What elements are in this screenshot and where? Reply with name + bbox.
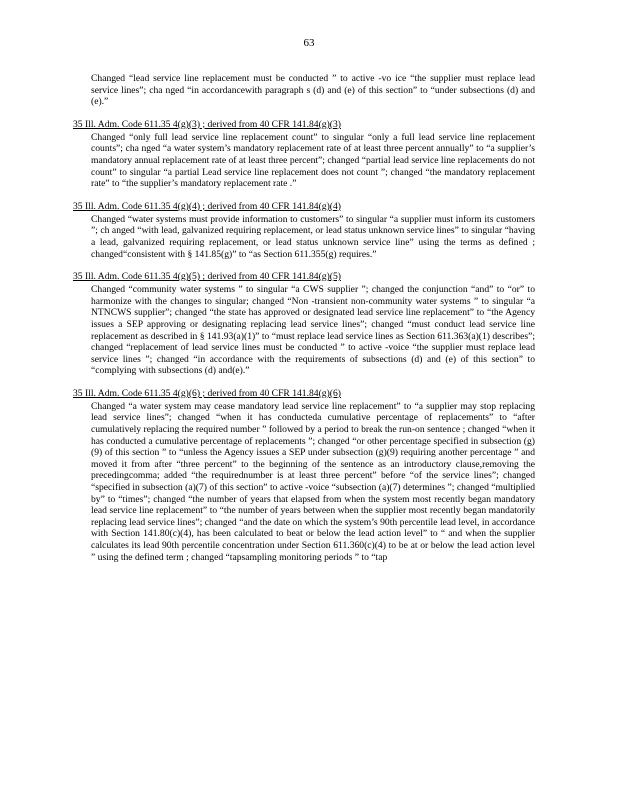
entry-611-354-g-6: [73, 383, 535, 563]
entry-heading: 35 Ill. Adm. Code 611.35 4(g)(5) ; derived from 40 CFR 141.84(g)(5): [73, 271, 341, 283]
entry-body: Changed “community water systems ” to singular “a CWS supplier ”; changed the conjunction “and” to “or” to harmonize with the changes to singular; changed “Non -transient non-community water systems ” to singular “a NTNCWS supplier”; changed “the state has approved or designated lead service line replacement” to “the Agency issues a SEP approving or designating replacing lead service lines”; changed “must conduct lead service line replacement as described in § 141.93(a)(1)” to “must replace lead service lines as Section 611.363(a)(1) describes”; changed “replacement of lead service lines must be conducted ” to active -voice “the supplier must replace lead service lines ”; changed “in accordance with the requirements of subsections (d) and (e) of this section” to “complying with subsections (d) and(e).”: [91, 284, 535, 377]
entry-611-354-g-4: [73, 196, 535, 260]
entry-heading: 35 Ill. Adm. Code 611.35 4(g)(3) ; derived from 40 CFR 141.84(g)(3): [73, 118, 341, 130]
entry-body: Changed “water systems must provide information to customers” to singular “a supplier must inform its customers ”; ch anged “with lead, galvanized requiring replacement, or lead status unknown service lines” to singular “having a lead, galvanized requiring replacement, or lead status unknown service line” using the terms as defined ; changed“consistent with § 141.85(g)” to “as Section 611.355(g) requires.”: [91, 213, 535, 260]
entry-body: Changed “only full lead service line replacement count” to singular “only a full lead service line replacement counts”; cha nged “a water system’s mandatory replacement rate of at least three percent annually” to “a supplier’s mandatory annual replacement rate of at least three percent”; changed “partial lead service line replacements do not count” to singular “a partial Lead service line replacement does not count ”; changed “the mandatory replacement rate” to “the supplier’s mandatory replacement rate .”: [91, 131, 535, 190]
page-number: 63: [303, 37, 315, 49]
entry-611-354-g-5: [73, 266, 535, 377]
entry-611-354-g-3: [73, 114, 535, 190]
entry-body: Changed “a water system may cease mandatory lead service line replacement” to “a supplier may stop replacing lead service lines”; changed “when it has conducteda cumulative percentage of replacements” to “after cumulatively replacing the required number ” followed by a period to break the run-on sentence ; changed “when it has conducted a cumulative percentage of replacements ”; changed “or other percentage specified in subsection (g)(9) of this section ” to “unless the Agency issues a SEP under subsection (g)(9) requiring another percentage ” and moved it from after “three percent” to the beginning of the sentence as an introductory clause,removing the precedingcomma; added “the requirednumber is at least three percent” before “of the service lines”; changed “specified in subsection (a)(7) of this section” to active -voice “subsection (a)(7) determines ”; changed “multiplied by” to “times”; changed “the number of years that elapsed from when the system most recently began mandatory lead service line replacement” to “the number of years between when the supplier most recently began mandatorily replacing lead service lines”; changed “and the date on which the system’s 90th percentile lead level, in accordance with Section 141.80(c)(4), has been calculated to beat or below the lead action level” to “ and when the supplier calculates its lead 90th percentile concentration under Section 611.360(c)(4) to be at or below the lead action level ” using the defined term ; changed “tapsampling monitoring periods ” to “tap: [91, 400, 535, 563]
intro-paragraph: Changed “lead service line replacement must be conducted ” to active -vo ice “the supplier must replace lead service lines”; cha nged “in accordancewith paragraph s (d) and (e) of this section” to “under subsections (d) and (e).”: [91, 73, 535, 108]
entry-heading: 35 Ill. Adm. Code 611.35 4(g)(4) ; derived from 40 CFR 141.84(g)(4): [73, 200, 341, 212]
entry-heading: 35 Ill. Adm. Code 611.35 4(g)(6) ; derived from 40 CFR 141.84(g)(6): [73, 387, 341, 399]
document-body: [73, 73, 535, 569]
